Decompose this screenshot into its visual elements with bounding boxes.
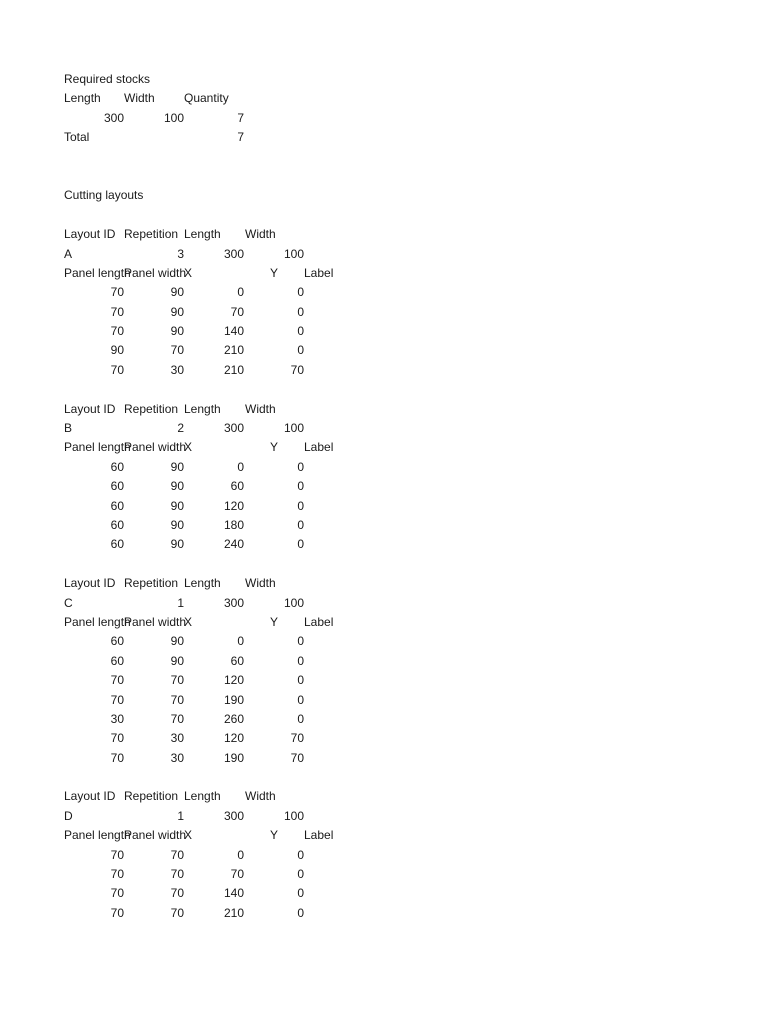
layout-info-row	[0, 594, 768, 613]
layout-repetition: 1	[177, 595, 184, 610]
panel-width: 90	[170, 537, 184, 552]
spreadsheet-page	[0, 70, 768, 943]
cutting-layouts-title: Cutting layouts	[64, 188, 144, 203]
panel-x: 0	[237, 459, 244, 474]
panel-x: 140	[223, 324, 244, 339]
panel-x: 190	[223, 750, 244, 765]
layout-width: 100	[283, 246, 304, 261]
layout-length: 300	[223, 246, 244, 261]
layout-header-row	[0, 787, 768, 806]
layout-width: 100	[283, 808, 304, 823]
panel-x: 140	[223, 886, 244, 901]
panel-width-header: Panel width	[124, 828, 187, 843]
panel-y: 0	[297, 867, 304, 882]
panel-width: 70	[170, 343, 184, 358]
blank-row	[0, 167, 768, 186]
panel-length: 70	[110, 847, 124, 862]
layout-info-row	[0, 419, 768, 438]
panel-length: 70	[110, 304, 124, 319]
panel-width: 90	[170, 498, 184, 513]
y-header: Y	[269, 265, 278, 280]
repetition-header: Repetition	[124, 789, 179, 804]
panel-length: 60	[110, 537, 124, 552]
layout-info-row	[0, 245, 768, 264]
panel-width: 30	[170, 750, 184, 765]
panel-y: 0	[297, 537, 304, 552]
layout-id-header: Layout ID	[64, 789, 116, 804]
blank-row	[0, 923, 768, 942]
panel-width: 90	[170, 285, 184, 300]
panel-row	[0, 904, 768, 923]
panel-y: 0	[297, 673, 304, 688]
stocks-title: Required stocks	[64, 72, 151, 86]
layout-block-c	[0, 574, 768, 787]
panel-x: 70	[230, 304, 244, 319]
panel-length: 60	[110, 459, 124, 474]
panel-row	[0, 477, 768, 496]
stocks-total-value: 7	[237, 130, 244, 145]
label-header: Label	[304, 440, 334, 455]
panel-row	[0, 361, 768, 380]
panel-width-header: Panel width	[124, 265, 187, 280]
layout-id-header: Layout ID	[64, 576, 116, 591]
panel-header-row	[0, 613, 768, 632]
panel-y: 70	[290, 731, 304, 746]
panel-y: 70	[290, 750, 304, 765]
panel-x: 120	[223, 673, 244, 688]
layout-id-header: Layout ID	[64, 227, 116, 242]
panel-header-row	[0, 438, 768, 457]
layout-repetition: 3	[177, 246, 184, 261]
width-header: Width	[245, 227, 276, 242]
x-header: X	[184, 265, 193, 280]
panel-x: 120	[223, 498, 244, 513]
panel-width: 90	[170, 653, 184, 668]
layout-id: C	[64, 595, 73, 610]
layout-width: 100	[283, 421, 304, 436]
panel-width: 70	[170, 847, 184, 862]
panel-y: 0	[297, 886, 304, 901]
panel-length: 70	[110, 362, 124, 377]
panel-length: 60	[110, 498, 124, 513]
panel-length: 30	[110, 711, 124, 726]
panel-length: 60	[110, 634, 124, 649]
panel-y: 0	[297, 324, 304, 339]
panel-row	[0, 535, 768, 554]
panel-length: 70	[110, 886, 124, 901]
panel-x: 210	[223, 905, 244, 920]
panel-width: 30	[170, 362, 184, 377]
label-header: Label	[304, 828, 334, 843]
blank-row	[0, 768, 768, 787]
panel-y: 0	[297, 459, 304, 474]
panel-x: 210	[223, 362, 244, 377]
panel-x: 120	[223, 731, 244, 746]
layout-length: 300	[223, 595, 244, 610]
panel-header-row	[0, 826, 768, 845]
panel-width: 90	[170, 324, 184, 339]
panel-x: 70	[230, 867, 244, 882]
panel-x: 60	[230, 479, 244, 494]
y-header: Y	[269, 828, 278, 843]
panel-y: 0	[297, 711, 304, 726]
panel-length: 70	[110, 285, 124, 300]
panel-row	[0, 710, 768, 729]
panel-width: 90	[170, 304, 184, 319]
panel-x: 180	[223, 517, 244, 532]
panel-row	[0, 516, 768, 535]
y-header: Y	[269, 614, 278, 629]
panel-width: 90	[170, 479, 184, 494]
stock-width: 100	[163, 110, 184, 125]
layouts-container	[0, 225, 768, 942]
panel-row	[0, 652, 768, 671]
panel-row	[0, 632, 768, 651]
panel-width: 70	[170, 711, 184, 726]
panel-width: 30	[170, 731, 184, 746]
layout-length: 300	[223, 808, 244, 823]
panel-y: 0	[297, 304, 304, 319]
panel-x: 260	[223, 711, 244, 726]
panel-length-header: Panel length	[64, 614, 131, 629]
layout-id: A	[64, 246, 73, 261]
layout-block-d	[0, 787, 768, 942]
panel-x: 0	[237, 285, 244, 300]
layout-id: B	[64, 421, 73, 436]
panel-row	[0, 283, 768, 302]
panel-width: 90	[170, 634, 184, 649]
panel-y: 0	[297, 653, 304, 668]
x-header: X	[184, 828, 193, 843]
panel-row	[0, 497, 768, 516]
panel-row	[0, 341, 768, 360]
panel-x: 0	[237, 847, 244, 862]
panel-length: 70	[110, 324, 124, 339]
length-header: Length	[184, 227, 221, 242]
panel-length: 70	[110, 750, 124, 765]
panel-x: 240	[223, 537, 244, 552]
layout-id-header: Layout ID	[64, 401, 116, 416]
layout-info-row	[0, 807, 768, 826]
panel-x: 190	[223, 692, 244, 707]
x-header: X	[184, 440, 193, 455]
panel-length-header: Panel length	[64, 440, 131, 455]
panel-row	[0, 303, 768, 322]
panel-x: 210	[223, 343, 244, 358]
panel-y: 0	[297, 634, 304, 649]
stock-length: 300	[103, 110, 124, 125]
panel-length: 70	[110, 867, 124, 882]
panel-width: 70	[170, 886, 184, 901]
stocks-total-label: Total	[64, 130, 90, 145]
panel-y: 0	[297, 479, 304, 494]
label-header: Label	[304, 265, 334, 280]
panel-width: 70	[170, 905, 184, 920]
layout-id: D	[64, 808, 73, 823]
panel-x: 60	[230, 653, 244, 668]
panel-length: 60	[110, 517, 124, 532]
repetition-header: Repetition	[124, 576, 179, 591]
layout-block-a	[0, 225, 768, 400]
stocks-header-width: Width	[124, 91, 155, 106]
panel-length: 90	[110, 343, 124, 358]
panel-y: 0	[297, 285, 304, 300]
repetition-header: Repetition	[124, 401, 179, 416]
panel-length: 70	[110, 905, 124, 920]
width-header: Width	[245, 576, 276, 591]
panel-length-header: Panel length	[64, 265, 131, 280]
panel-width: 90	[170, 517, 184, 532]
blank-row	[0, 555, 768, 574]
panel-width: 70	[170, 867, 184, 882]
panel-row	[0, 749, 768, 768]
panel-row	[0, 691, 768, 710]
panel-width: 70	[170, 692, 184, 707]
repetition-header: Repetition	[124, 227, 179, 242]
cutting-layouts-title-row	[0, 186, 768, 205]
layout-header-row	[0, 400, 768, 419]
layout-header-row	[0, 574, 768, 593]
layout-repetition: 2	[177, 421, 184, 436]
width-header: Width	[245, 789, 276, 804]
panel-length-header: Panel length	[64, 828, 131, 843]
panel-length: 60	[110, 479, 124, 494]
panel-width: 70	[170, 673, 184, 688]
layout-repetition: 1	[177, 808, 184, 823]
panel-row	[0, 729, 768, 748]
panel-y: 70	[290, 362, 304, 377]
blank-row	[0, 148, 768, 167]
panel-row	[0, 322, 768, 341]
length-header: Length	[184, 789, 221, 804]
panel-y: 0	[297, 847, 304, 862]
panel-y: 0	[297, 905, 304, 920]
layout-block-b	[0, 400, 768, 575]
length-header: Length	[184, 401, 221, 416]
stocks-header-length: Length	[64, 91, 101, 106]
panel-row	[0, 458, 768, 477]
layout-header-row	[0, 225, 768, 244]
panel-row	[0, 884, 768, 903]
stocks-header-row	[0, 89, 768, 108]
panel-y: 0	[297, 517, 304, 532]
panel-x: 0	[237, 634, 244, 649]
panel-width-header: Panel width	[124, 614, 187, 629]
label-header: Label	[304, 614, 334, 629]
panel-header-row	[0, 264, 768, 283]
panel-y: 0	[297, 692, 304, 707]
layout-length: 300	[223, 421, 244, 436]
panel-width: 90	[170, 459, 184, 474]
width-header: Width	[245, 401, 276, 416]
stocks-header-quantity: Quantity	[184, 91, 229, 106]
x-header: X	[184, 614, 193, 629]
panel-y: 0	[297, 498, 304, 513]
blank-row	[0, 380, 768, 399]
panel-row	[0, 671, 768, 690]
panel-length: 70	[110, 731, 124, 746]
panel-width-header: Panel width	[124, 440, 187, 455]
panel-length: 70	[110, 692, 124, 707]
panel-row	[0, 865, 768, 884]
panel-length: 70	[110, 673, 124, 688]
stocks-data-row	[0, 109, 768, 128]
blank-row	[0, 206, 768, 225]
layout-width: 100	[283, 595, 304, 610]
panel-y: 0	[297, 343, 304, 358]
stocks-total-row	[0, 128, 768, 147]
panel-length: 60	[110, 653, 124, 668]
stock-quantity: 7	[237, 110, 244, 125]
y-header: Y	[269, 440, 278, 455]
stocks-title-row	[0, 70, 768, 89]
length-header: Length	[184, 576, 221, 591]
panel-row	[0, 846, 768, 865]
